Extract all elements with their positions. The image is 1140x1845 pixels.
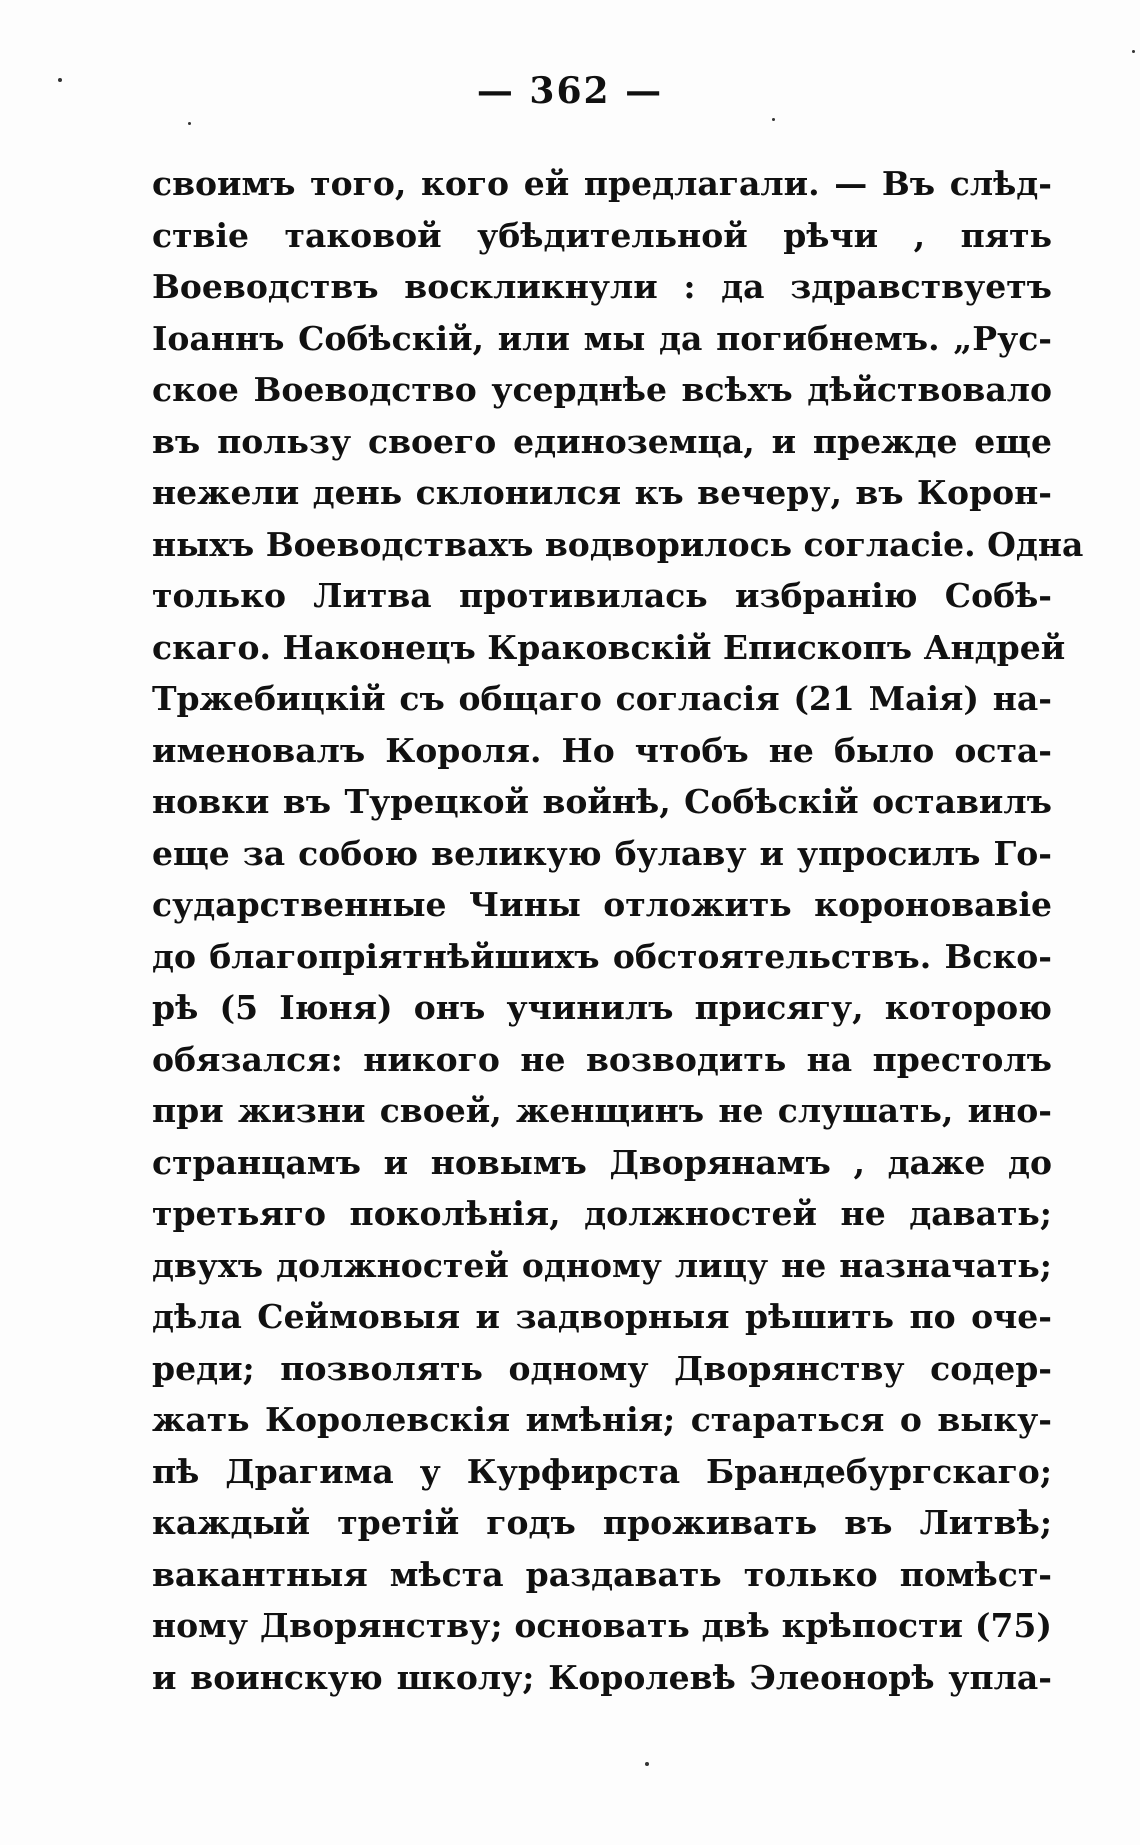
scan-speck xyxy=(645,1762,649,1766)
text-line: сударственные Чины отложить короновавіе xyxy=(152,885,1052,924)
text-line: пѣ Драгима у Курфирста Брандебургскаго; xyxy=(152,1451,1052,1491)
text-line: Іоаннъ Собѣскій, или мы да погибнемъ. „Рус- xyxy=(152,318,1052,358)
text-line: при жизни своей, женщинъ не слушать, ино- xyxy=(152,1091,1052,1130)
text-line: до благопріятнѣйшихъ обстоятельствъ. Вско- xyxy=(152,936,1052,976)
text-line: ныхъ Воеводствахъ водворилось согласіе. Одна xyxy=(152,524,1084,564)
text-line: Тржебицкій съ общаго согласія (21 Маія) на- xyxy=(152,679,1052,718)
text-line: нежели день склонился къ вечеру, въ Корон- xyxy=(152,473,1052,512)
text-line: ское Воеводство усерднѣе всѣхъ дѣйствовало xyxy=(152,370,1052,409)
text-line: именовалъ Короля. Но чтобъ не было оста- xyxy=(152,730,1052,770)
scan-speck xyxy=(1132,50,1135,53)
text-line: и воинскую школу; Королевѣ Элеонорѣ упла- xyxy=(152,1657,1052,1697)
scan-speck xyxy=(772,118,775,121)
text-line: странцамъ и новымъ Дворянамъ , даже до xyxy=(152,1142,1052,1182)
page-number-header: — 362 — xyxy=(476,70,664,112)
text-line: только Литва противилась избранію Собѣ- xyxy=(152,576,1052,615)
scan-speck xyxy=(58,78,62,82)
text-line: ствіе таковой убѣдительной рѣчи , пять xyxy=(152,215,1052,255)
text-line: двухъ должностей одному лицу не назначать; xyxy=(152,1245,1052,1285)
text-line: вакантныя мѣста раздавать только помѣст- xyxy=(152,1554,1052,1594)
text-line: третьяго поколѣнія, должностей не давать; xyxy=(152,1194,1052,1233)
body-text xyxy=(152,158,1084,1703)
text-line: рѣ (5 Іюня) онъ учинилъ присягу, которою xyxy=(152,988,1052,1027)
text-line: Воеводствъ воскликнули : да здравствуетъ xyxy=(152,267,1052,306)
text-line: каждый третій годъ проживать въ Литвѣ; xyxy=(152,1503,1052,1542)
text-line: реди; позволять одному Дворянству содер- xyxy=(152,1348,1052,1388)
text-line: скаго. Наконецъ Краковскій Епископъ Андрей xyxy=(152,627,1066,667)
text-line: жать Королевскія имѣнія; стараться о выку- xyxy=(152,1400,1052,1439)
text-line: обязался: никого не возводить на престолъ xyxy=(152,1039,1052,1079)
text-line: еще за собою великую булаву и упросилъ Го- xyxy=(152,833,1052,873)
text-line: новки въ Турецкой войнѣ, Собѣскій оставилъ xyxy=(152,782,1052,821)
text-line: ному Дворянству; основать двѣ крѣпости (75) xyxy=(152,1606,1052,1645)
text-line: дѣла Сеймовыя и задворныя рѣшить по оче- xyxy=(152,1297,1052,1336)
scan-speck xyxy=(188,122,191,125)
text-line: въ пользу своего единоземца, и прежде еще xyxy=(152,421,1052,461)
text-line: своимъ того, кого ей предлагали. — Въ слѣд- xyxy=(152,164,1052,203)
